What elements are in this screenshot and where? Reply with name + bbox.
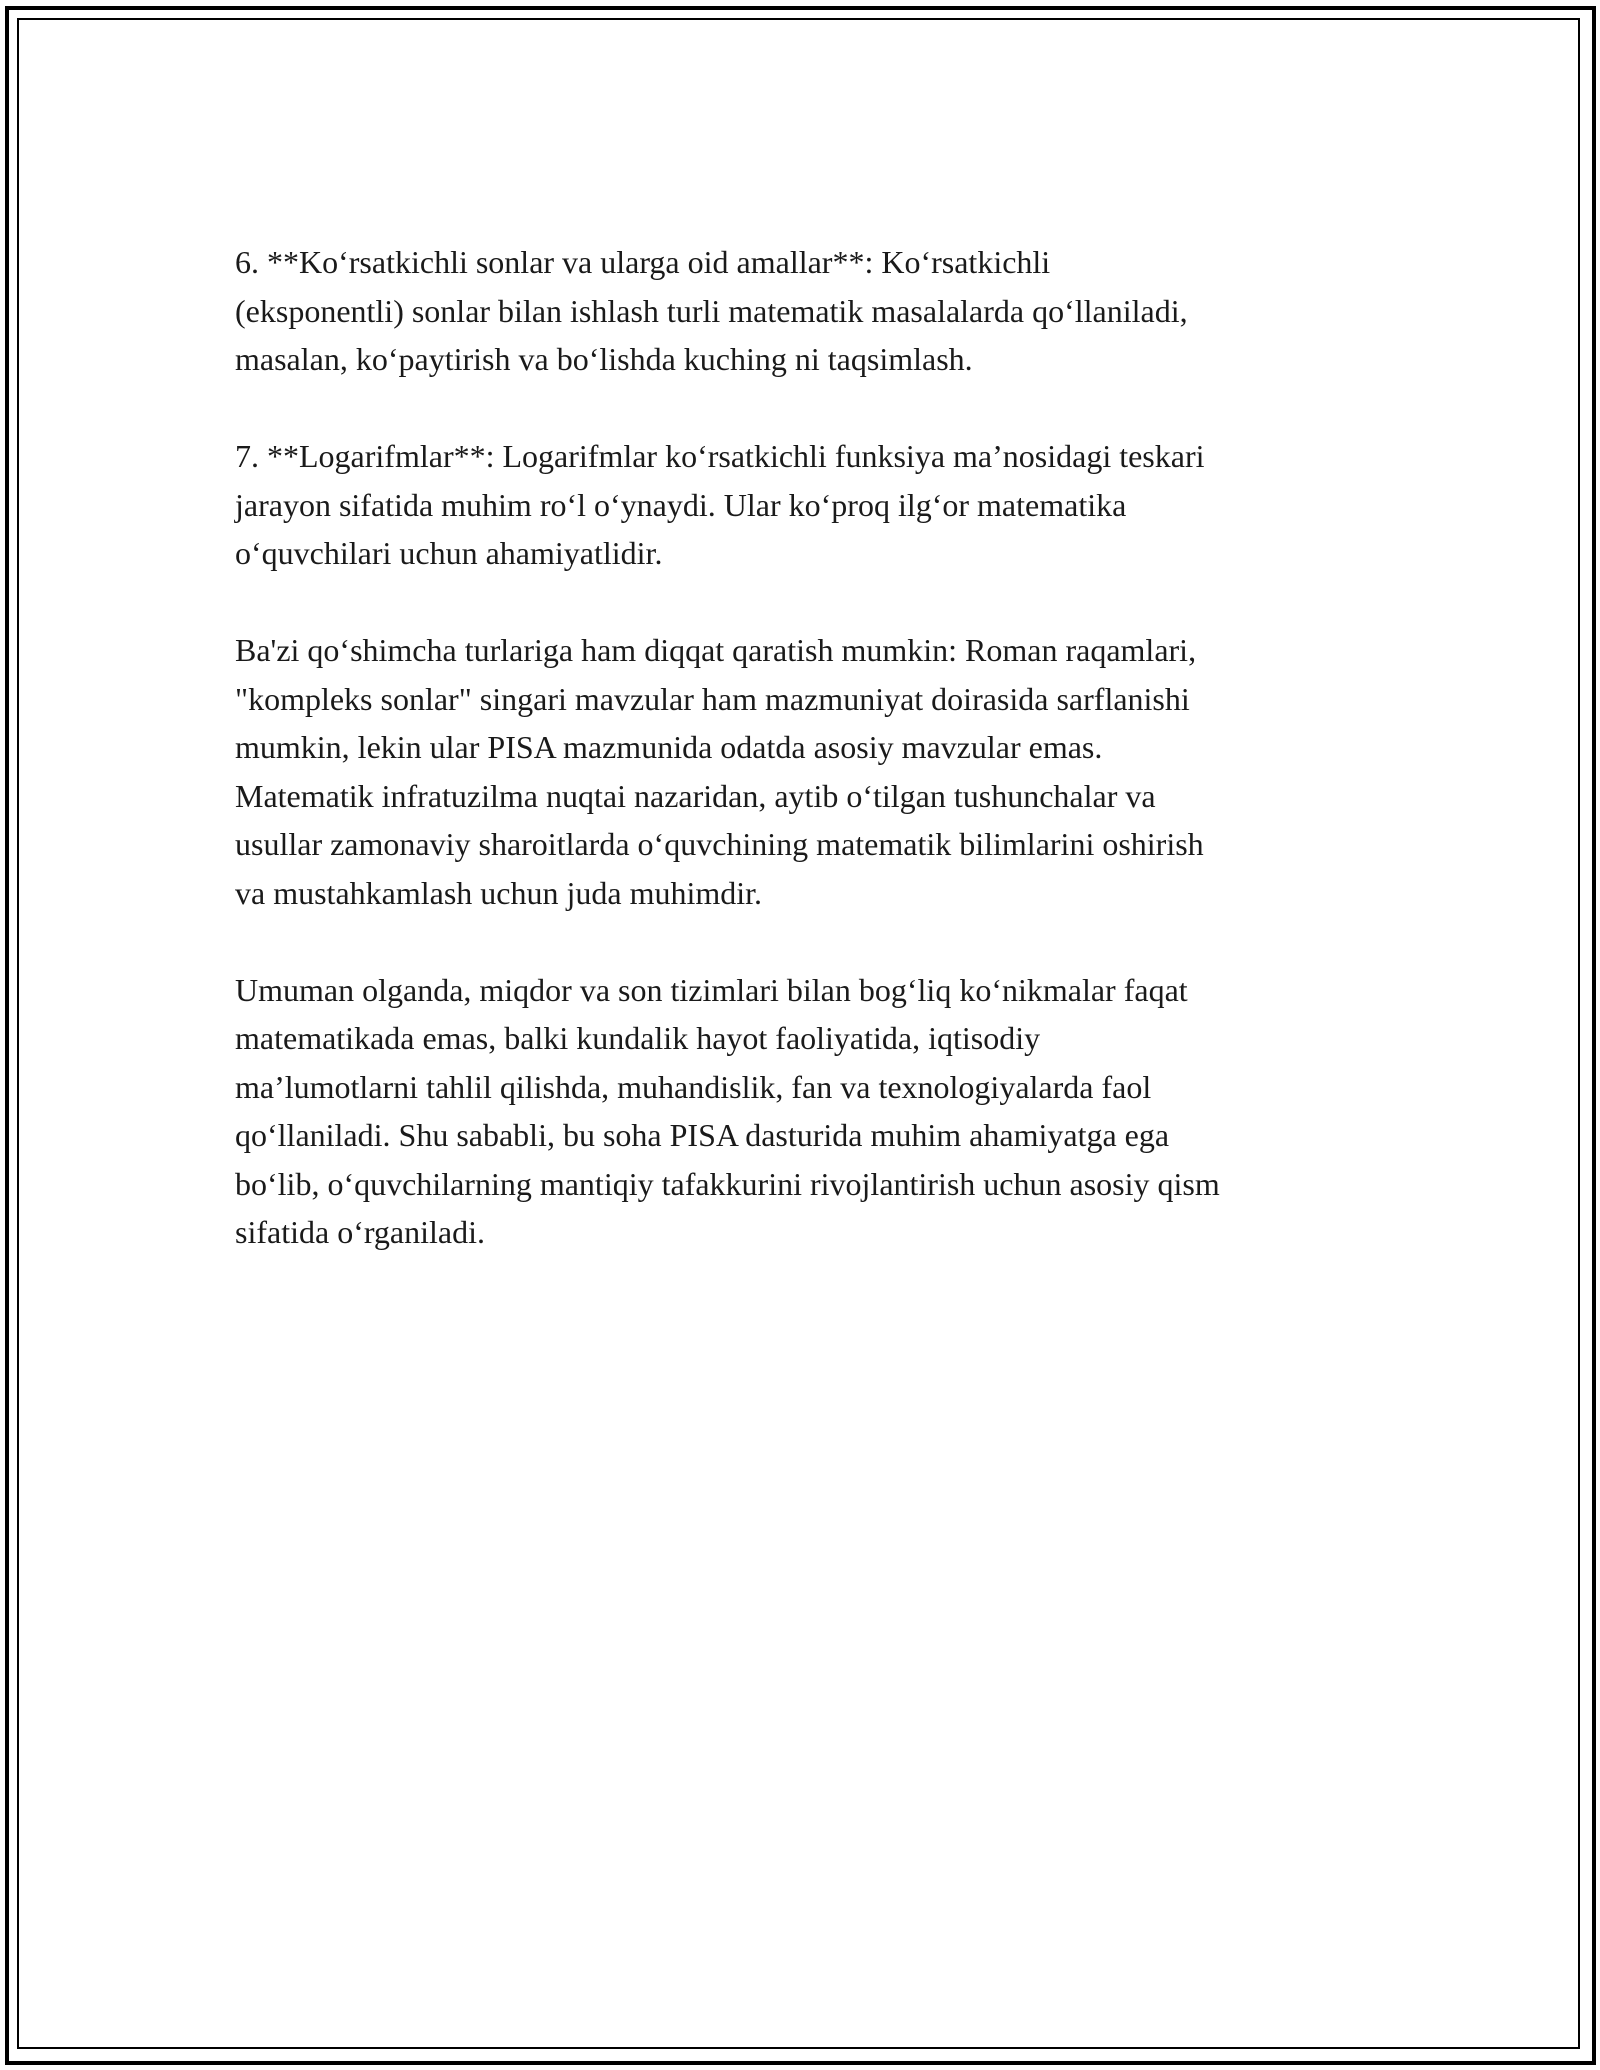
- paragraph-logarithms: [235, 432, 1375, 578]
- document-body: [235, 238, 1375, 1305]
- text-line: ma’lumotlarni tahlil qilishda, muhandislik, fan va texnologiyalarda faol: [235, 1068, 1152, 1105]
- text-line: masalan, ko‘paytirish va bo‘lishda kuching ni taqsimlash.: [235, 341, 973, 377]
- paragraph-additional-topics: [235, 626, 1375, 917]
- text-line: Umuman olganda, miqdor va son tizimlari bilan bog‘liq ko‘nikmalar faqat: [235, 971, 1188, 1008]
- text-line: bo‘lib, o‘quvchilarning mantiqiy tafakkurini rivojlantirish uchun asosiy qism: [235, 1165, 1220, 1202]
- text-line: (eksponentli) sonlar bilan ishlash turli matematik masalalarda qo‘llaniladi,: [235, 292, 1188, 329]
- text-line: Matematik infratuzilma nuqtai nazaridan, aytib o‘tilgan tushunchalar va: [235, 777, 1156, 814]
- text-line: matematikada emas, balki kundalik hayot faoliyatida, iqtisodiy: [235, 1020, 1041, 1056]
- text-line: Ba'zi qo‘shimcha turlariga ham diqqat qaratish mumkin: Roman raqamlari,: [235, 632, 1197, 668]
- text-line: jarayon sifatida muhim ro‘l o‘ynaydi. Ular ko‘proq ilg‘or matematika: [235, 486, 1127, 523]
- text-line: sifatida o‘rganiladi.: [235, 1214, 485, 1250]
- text-line: o‘quvchilari uchun ahamiyatlidir.: [235, 535, 663, 571]
- text-line: qo‘llaniladi. Shu sababli, bu soha PISA dasturida muhim ahamiyatga ega: [235, 1117, 1170, 1153]
- paragraph-exponential-numbers: [235, 238, 1375, 384]
- text-line: 7. **Logarifmlar**: Logarifmlar ko‘rsatkichli funksiya ma’nosidagi teskari: [235, 438, 1205, 474]
- text-line: 6. **Ko‘rsatkichli sonlar va ularga oid amallar**: Ko‘rsatkichli: [235, 244, 1051, 280]
- text-line: mumkin, lekin ular PISA mazmunida odatda asosiy mavzular emas.: [235, 729, 1103, 765]
- text-line: va mustahkamlash uchun juda muhimdir.: [235, 874, 763, 911]
- paragraph-conclusion: [235, 966, 1375, 1257]
- text-line: "kompleks sonlar" singari mavzular ham mazmuniyat doirasida sarflanishi: [235, 680, 1190, 717]
- text-line: usullar zamonaviy sharoitlarda o‘quvchining matematik bilimlarini oshirish: [235, 826, 1204, 862]
